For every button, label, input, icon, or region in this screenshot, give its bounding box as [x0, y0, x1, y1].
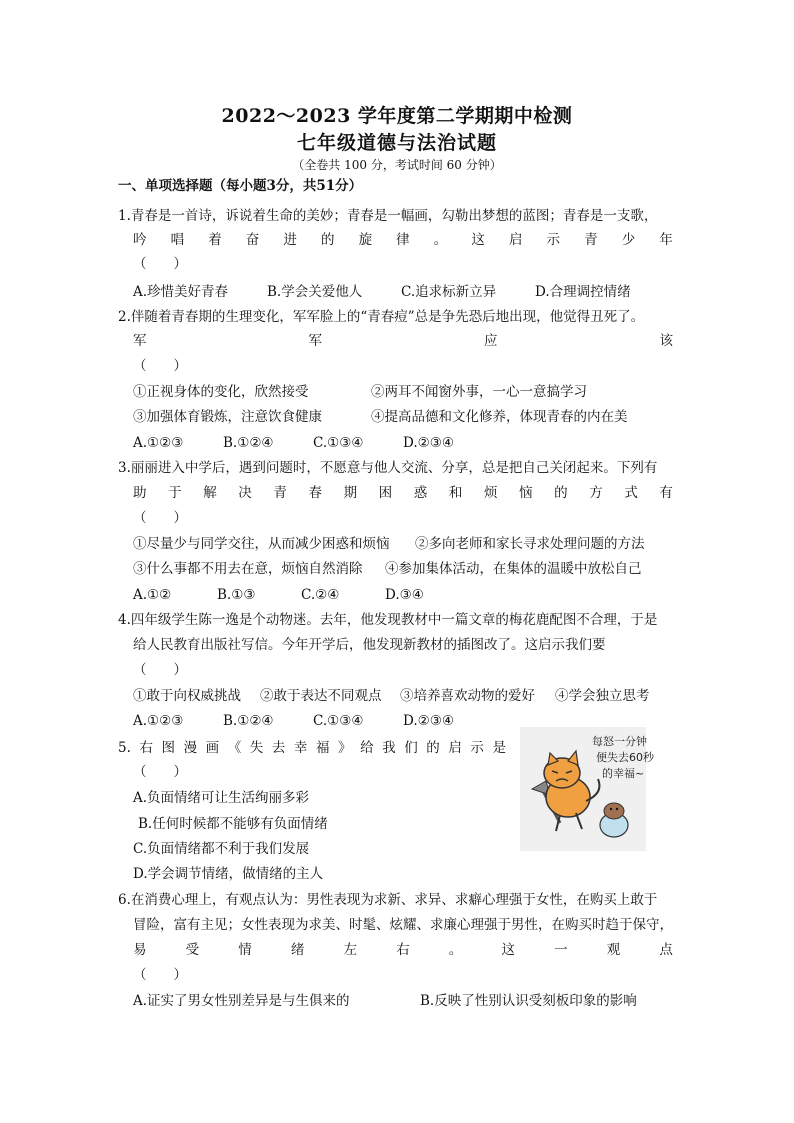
q2-stem: 2.伴随着青春期的生理变化，军军脸上的“青春痘”总是争先恐后地出现，他觉得丑死了。 [118, 309, 645, 325]
q5-option-a[interactable]: A.负面情绪可让生活绚丽多彩 [133, 790, 310, 806]
q1-paren: （ ） [133, 256, 187, 272]
cartoon-text-2: 便失去60秒 [596, 751, 654, 764]
q3-stem-cont: 助 于 解 决 青 春 期 困 惑 和 烦 恼 的 方 式 有 [133, 485, 673, 501]
q4-stem-cont: 给人民教育出版社写信。今年开学后，他发现新教材的插图改了。这启示我们要 [133, 637, 606, 653]
q4-paren: （ ） [133, 662, 187, 678]
q4-option-d[interactable]: D.②③④ [403, 713, 454, 729]
q4-stem: 4.四年级学生陈一逸是个动物迷。去年，他发现教材中一篇文章的梅花鹿配图不合理，于是 [118, 612, 658, 628]
q3-paren: （ ） [133, 510, 187, 526]
q6-option-a[interactable]: A.证实了男女性别差异是与生俱来的 [133, 993, 350, 1009]
q6-stem-cont1: 冒险，富有主见；女性表现为求美、时髦、炫耀、求廉心理强于男性，在购买时趋于保守， [133, 917, 673, 933]
q4-items: ①敢于向权威挑战 ②敢于表达不同观点 ③培养喜欢动物的爱好 ④学会独立思考 [133, 688, 650, 704]
q2-paren: （ ） [133, 358, 187, 374]
q4-options [133, 712, 454, 730]
q3-items-row2: ③什么事都不用去在意，烦恼自然消除 ④参加集体活动，在集体的温暖中放松自己 [133, 561, 642, 577]
q2-option-b[interactable]: B.①②④ [223, 435, 274, 451]
exam-subtitle: 七年级道德与法治试题 [296, 132, 497, 154]
q6-option-b[interactable]: B.反映了性别认识受刻板印象的影响 [420, 993, 637, 1009]
q1-option-a[interactable]: A.珍惜美好青春 [133, 284, 229, 300]
exam-title: 2022～2023 学年度第二学期期中检测 [221, 105, 573, 127]
q2-option-a[interactable]: A.①②③ [133, 435, 184, 451]
q2-items-row2: ③加强体育锻炼，注意饮食健康 ④提高品德和文化修养，体现青春的内在美 [133, 409, 628, 425]
q3-items-row1: ①尽量少与同学交往，从而减少困惑和烦恼 ②多向老师和家长寻求处理问题的方法 [133, 536, 645, 552]
q5-option-b[interactable]: B.任何时候都不能够有负面情绪 [138, 816, 328, 832]
cartoon-text-3: 的幸福~ [602, 767, 645, 780]
q5-option-d[interactable]: D.学会调节情绪，做情绪的主人 [133, 866, 324, 882]
q6-stem-cont2: 易 受 情 绪 左 右 。 这 一 观 点 [133, 942, 673, 958]
q6-paren: （ ） [133, 967, 187, 983]
q4-option-c[interactable]: C.①③④ [313, 713, 364, 729]
q2-stem-cont: 军 军 应 该 [133, 333, 673, 349]
q2-option-c[interactable]: C.①③④ [313, 435, 364, 451]
exam-note: （全卷共 100 分，考试时间 60 分钟） [292, 158, 502, 172]
q1-option-b[interactable]: B.学会关爱他人 [267, 284, 363, 300]
cartoon-image [520, 727, 654, 851]
q1-stem: 1.青春是一首诗，诉说着生命的美妙；青春是一幅画，勾勒出梦想的蓝图；青春是一支歌， [118, 208, 658, 224]
q3-option-b[interactable]: B.①③ [217, 587, 256, 603]
q3-stem: 3.丽丽进入中学后，遇到问题时，不愿意与他人交流、分享，总是把自己关闭起来。下列有 [118, 460, 658, 476]
q4-option-a[interactable]: A.①②③ [133, 713, 184, 729]
q3-option-a[interactable]: A.①② [133, 587, 172, 603]
q5-stem: 5. 右 图 漫 画 《 失 去 幸 福 》 给 我 们 的 启 示 是 [118, 740, 506, 756]
q4-option-b[interactable]: B.①②④ [223, 713, 274, 729]
q6-stem: 6.在消费心理上，有观点认为：男性表现为求新、求异、求癖心理强于女性，在购买上敢于 [118, 892, 658, 908]
cartoon-text-1: 每怒一分钟 [592, 735, 647, 748]
q3-options [133, 586, 424, 604]
q3-option-c[interactable]: C.②④ [301, 587, 340, 603]
q1-option-c[interactable]: C.追求标新立异 [401, 284, 497, 300]
q1-stem-cont: 吟 唱 着 奋 进 的 旋 律 。 这 启 示 青 少 年 [133, 232, 673, 248]
q1-option-d[interactable]: D.合理调控情绪 [535, 284, 631, 300]
section-heading: 一、单项选择题（每小题3分，共51分） [118, 178, 363, 194]
q2-items-row1: ①正视身体的变化，欣然接受 ②两耳不闻窗外事，一心一意搞学习 [133, 384, 587, 400]
q3-option-d[interactable]: D.③④ [385, 587, 424, 603]
q6-options [133, 992, 637, 1010]
q2-options [133, 434, 454, 452]
q1-options [133, 283, 631, 301]
q2-option-d[interactable]: D.②③④ [403, 435, 454, 451]
q5-paren: （ ） [133, 764, 187, 780]
q5-option-c[interactable]: C.负面情绪都不利于我们发展 [133, 841, 310, 857]
angry-cat-icon [520, 727, 654, 851]
